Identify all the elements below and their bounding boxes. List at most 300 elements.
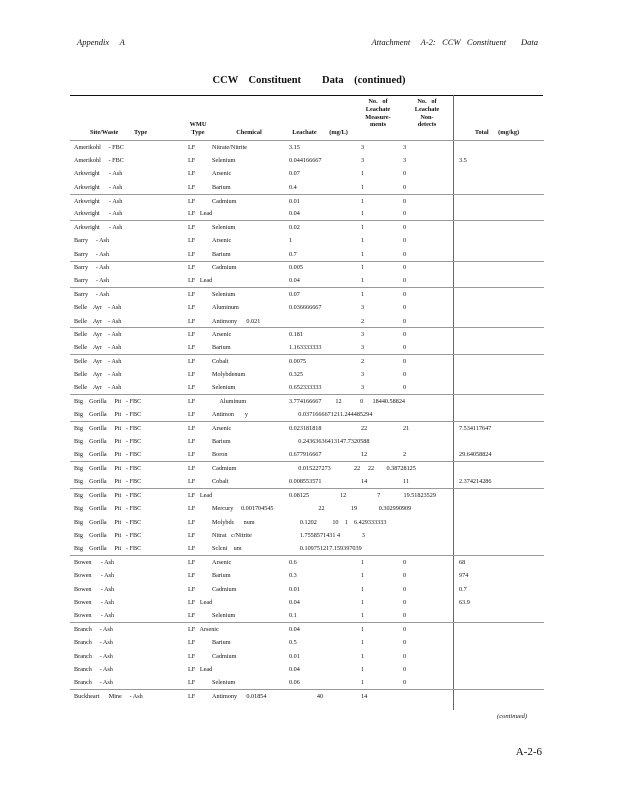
site-cell: Big Gorilla Pit - FBC xyxy=(70,489,185,502)
site-cell: Arkwright - Ash xyxy=(74,170,123,178)
table-row xyxy=(70,234,544,247)
measurements-cell: 1 xyxy=(361,170,365,178)
measurements-cell: 1 xyxy=(348,221,398,234)
leachate-cell: 0.1202 10 1 6.429333333 xyxy=(289,518,387,526)
table-row xyxy=(70,636,544,649)
leachate-cell: 3.774166667 12 0 18440.58824 xyxy=(282,395,348,408)
table-row xyxy=(70,274,544,287)
nondetects-cell: 0 xyxy=(403,639,407,647)
site-cell: Barry - Ash xyxy=(70,288,185,301)
running-header-right: Attachment A-2: CCW Constituent Data xyxy=(371,37,538,47)
table-row xyxy=(70,489,544,502)
leachate-cell: 0.3 xyxy=(289,572,297,580)
chemical-cell: Aluminum xyxy=(209,395,282,408)
chemical-cell: Antimony 0.021 xyxy=(212,317,261,325)
leachate-cell: 0.005 xyxy=(282,261,348,274)
table-row xyxy=(70,248,544,261)
site-cell: Branch - Ash xyxy=(74,639,113,647)
site-cell: Big Gorilla Pit - FBC xyxy=(70,422,185,435)
measurements-cell: 1 xyxy=(361,250,365,258)
nondetects-cell: 0 xyxy=(398,288,453,301)
site-cell: Arkwright - Ash xyxy=(70,221,185,234)
total-cell: 974 xyxy=(459,572,469,580)
column-header-chemical: Chemical xyxy=(236,129,262,136)
wmu-type-cell: LF xyxy=(185,328,209,341)
total-cell: 3.5 xyxy=(459,157,467,165)
measurements-cell: 1 xyxy=(361,612,365,620)
leachate-cell: 0.181 xyxy=(282,328,348,341)
nondetects-cell: 0 xyxy=(403,344,407,352)
table-row xyxy=(70,261,544,274)
total-cell xyxy=(453,221,544,234)
measurements-cell: 14 xyxy=(361,478,368,486)
wmu-type-cell: LF xyxy=(185,556,209,569)
site-cell: Big Gorilla Pit - FBC xyxy=(74,451,142,459)
total-cell: 0.7 xyxy=(459,585,467,593)
wmu-type-cell: LF xyxy=(185,422,209,435)
table-row xyxy=(70,288,544,301)
wmu-type-cell: LF xyxy=(185,221,209,234)
table-row xyxy=(70,328,544,341)
nondetects-cell xyxy=(398,529,453,542)
column-header-measurements: No. of Leachate Measure- ments xyxy=(365,98,391,129)
measurements-cell: 1 xyxy=(361,665,365,673)
chemical-cell: Cadmium xyxy=(212,585,237,593)
measurements-cell: 1 xyxy=(348,194,398,207)
total-cell xyxy=(453,623,544,636)
site-cell: Big Gorilla Pit - FBC xyxy=(74,478,142,486)
measurements-cell: 3 xyxy=(361,157,365,165)
chemical-cell: Aluminum xyxy=(212,304,239,312)
site-cell: Barry - Ash xyxy=(74,250,110,258)
total-cell xyxy=(453,301,544,314)
wmu-type-cell: LF Arsenic xyxy=(185,623,209,636)
measurements-cell: 1 xyxy=(361,585,365,593)
nondetects-cell xyxy=(398,515,453,528)
table-row xyxy=(70,663,544,676)
chemical-cell: Selenium xyxy=(209,288,282,301)
nondetects-cell: 0 xyxy=(398,556,453,569)
chemical-cell: Cadmium xyxy=(212,652,237,660)
table-row xyxy=(70,502,544,515)
column-header-site: Site/Waste Type xyxy=(90,129,148,136)
chemical-cell: Barium xyxy=(212,438,231,446)
measurements-cell: 1 xyxy=(348,556,398,569)
chemical-cell xyxy=(209,663,282,676)
nondetects-cell xyxy=(398,690,453,703)
measurements-cell: 1 xyxy=(361,572,365,580)
leachate-cell: 0.5 xyxy=(289,639,297,647)
site-cell: Bowen - Ash xyxy=(74,585,115,593)
site-cell: Barry - Ash xyxy=(70,261,185,274)
wmu-type-cell: LF xyxy=(185,690,209,703)
wmu-type-cell: LF Lead xyxy=(188,598,213,606)
site-cell: Arkwright - Ash xyxy=(74,210,123,218)
wmu-type-cell: LF Lead xyxy=(185,489,209,502)
nondetects-cell: 0 xyxy=(403,237,407,245)
leachate-cell: 0.015227273 22 22 0.38728125 xyxy=(282,462,348,475)
table-row xyxy=(70,623,544,636)
continued-note: (continued) xyxy=(497,713,527,720)
running-header-left: Appendix A xyxy=(77,37,125,47)
table-row xyxy=(70,542,544,555)
leachate-cell: 0.0075 xyxy=(282,355,348,368)
wmu-type-cell: LF Lead xyxy=(188,665,213,673)
total-cell xyxy=(453,341,544,354)
nondetects-cell: 2 xyxy=(403,451,407,459)
nondetects-cell: 0 xyxy=(398,194,453,207)
chemical-cell: Arsenic xyxy=(212,237,232,245)
table-row xyxy=(70,475,544,488)
site-cell: Belle Ayr - Ash xyxy=(74,344,122,352)
measurements-cell: 2 xyxy=(348,355,398,368)
total-cell xyxy=(453,207,544,220)
leachate-cell: 0.0371666671211.244485294 xyxy=(289,411,373,419)
nondetects-cell: 21 xyxy=(398,422,453,435)
measurements-cell: 3 xyxy=(361,304,365,312)
total-cell xyxy=(453,609,544,622)
total-cell xyxy=(453,636,544,649)
wmu-type-cell: LF xyxy=(188,532,196,540)
table-row xyxy=(70,596,544,609)
measurements-cell: 3 xyxy=(361,384,365,392)
leachate-cell: 0.7 xyxy=(289,250,297,258)
site-cell: Big Gorilla Pit - FBC xyxy=(70,462,185,475)
chemical-cell: Cobalt xyxy=(209,355,282,368)
chemical-cell: Arsenic xyxy=(209,328,282,341)
chemical-cell: Sclcni um xyxy=(212,545,242,553)
nondetects-cell: 0 xyxy=(403,384,407,392)
chemical-cell: Cadmium xyxy=(209,462,282,475)
leachate-cell: 22 19 0.302990909 xyxy=(289,505,412,513)
wmu-type-cell: LF xyxy=(188,572,196,580)
nondetects-cell: 0 xyxy=(403,304,407,312)
leachate-cell: 0.08125 12 7 19.51823529 xyxy=(282,489,348,502)
nondetects-cell: 0 xyxy=(403,598,407,606)
chemical-cell: Selenium xyxy=(212,679,236,687)
wmu-type-cell: LF xyxy=(188,545,196,553)
measurements-cell: 1 xyxy=(348,288,398,301)
nondetects-cell: 0 xyxy=(403,277,407,285)
total-cell xyxy=(453,435,544,448)
table-row xyxy=(70,448,544,461)
page-title: CCW Constituent Data (continued) xyxy=(212,75,406,86)
leachate-cell xyxy=(282,315,348,328)
chemical-cell xyxy=(209,623,282,636)
nondetects-cell: 3 xyxy=(398,141,453,154)
leachate-cell: 0.023181818 xyxy=(282,422,348,435)
chemical-cell: Selenium xyxy=(212,157,236,165)
table-row xyxy=(70,676,544,689)
site-cell: Barry - Ash xyxy=(74,277,110,285)
total-cell xyxy=(453,167,544,180)
chemical-cell: Nitrat c/Nitrite xyxy=(212,532,252,540)
chemical-cell: Barium xyxy=(212,572,231,580)
site-cell: Amerikohl - FBC xyxy=(70,141,185,154)
nondetects-cell: 3 xyxy=(403,157,407,165)
chemical-cell: Cadmium xyxy=(209,194,282,207)
chemical-cell: Arsenic xyxy=(212,170,232,178)
measurements-cell: 1 xyxy=(348,623,398,636)
site-cell: Big Gorilla Pit - FBC xyxy=(74,411,142,419)
wmu-type-cell: LF xyxy=(185,288,209,301)
wmu-type-cell: LF xyxy=(188,157,196,165)
leachate-cell: 0.01 xyxy=(289,652,300,660)
table-row xyxy=(70,569,544,582)
leachate-cell: 0.652333333 xyxy=(289,384,322,392)
leachate-cell: 0.008553571 xyxy=(289,478,322,486)
chemical-cell: Antimon y xyxy=(212,411,248,419)
table-row xyxy=(70,315,544,328)
chemical-cell: Selenium xyxy=(209,221,282,234)
constituent-table xyxy=(70,140,544,703)
site-cell: Belle Ayr - Ash xyxy=(70,328,185,341)
wmu-type-cell: LF xyxy=(188,371,196,379)
total-cell: 7.534117647 xyxy=(453,422,544,435)
table-row xyxy=(70,529,544,542)
table-row xyxy=(70,341,544,354)
leachate-cell: 0.07 xyxy=(282,288,348,301)
wmu-type-cell: LF xyxy=(188,612,196,620)
chemical-cell: Arsenic xyxy=(209,422,282,435)
page-number: A-2-6 xyxy=(515,746,542,758)
site-cell: Bowen - Ash xyxy=(74,612,115,620)
measurements-cell: 3 xyxy=(361,344,365,352)
nondetects-cell xyxy=(398,542,453,555)
total-cell xyxy=(453,194,544,207)
measurements-cell: 1 xyxy=(361,277,365,285)
nondetects-cell: 0 xyxy=(403,183,407,191)
chemical-cell: Selenium xyxy=(212,384,236,392)
table-row xyxy=(70,462,544,475)
total-cell xyxy=(453,676,544,689)
nondetects-cell: 0 xyxy=(398,328,453,341)
table-row xyxy=(70,690,544,703)
site-cell: Arkwright - Ash xyxy=(70,194,185,207)
measurements-cell: 2 xyxy=(361,317,365,325)
total-cell xyxy=(453,248,544,261)
nondetects-cell: 0 xyxy=(398,355,453,368)
site-cell: Branch - Ash xyxy=(70,623,185,636)
wmu-type-cell: LF xyxy=(188,438,196,446)
chemical-cell: Cadmium xyxy=(209,261,282,274)
nondetects-cell: 0 xyxy=(403,371,407,379)
leachate-cell: 1.163333333 xyxy=(289,344,322,352)
total-cell: 68 xyxy=(453,556,544,569)
nondetects-cell: 0 xyxy=(403,652,407,660)
chemical-cell: Barium xyxy=(212,183,231,191)
total-cell: 29.64058824 xyxy=(459,451,492,459)
table-row xyxy=(70,556,544,569)
column-header-total: Total (mg/kg) xyxy=(474,129,520,136)
nondetects-cell: 0 xyxy=(398,261,453,274)
nondetects-cell: 0 xyxy=(403,250,407,258)
site-cell: Buckheart Mine - Ash xyxy=(70,690,185,703)
leachate-cell: 40 xyxy=(282,690,348,703)
measurements-cell: 1 xyxy=(361,598,365,606)
table-row xyxy=(70,221,544,234)
chemical-cell xyxy=(209,489,282,502)
wmu-type-cell: LF xyxy=(188,183,196,191)
wmu-type-cell: LF xyxy=(188,344,196,352)
total-cell: 63.9 xyxy=(459,598,470,606)
wmu-type-cell: LF xyxy=(188,518,196,526)
wmu-type-cell: LF xyxy=(188,250,196,258)
total-cell xyxy=(453,288,544,301)
wmu-type-cell: LF Lead xyxy=(188,277,213,285)
measurements-cell: 1 xyxy=(348,261,398,274)
table-row xyxy=(70,355,544,368)
total-cell xyxy=(453,515,544,528)
total-cell xyxy=(453,274,544,287)
leachate-cell: 0.325 xyxy=(289,371,303,379)
leachate-cell: 0.07 xyxy=(289,170,300,178)
total-cell xyxy=(453,462,544,475)
table-row xyxy=(70,649,544,662)
nondetects-cell: 0 xyxy=(403,572,407,580)
total-cell xyxy=(453,181,544,194)
leachate-cell: 0.6 xyxy=(282,556,348,569)
nondetects-cell: 0 xyxy=(403,317,407,325)
wmu-type-cell: LF xyxy=(188,451,196,459)
nondetects-cell xyxy=(398,395,453,408)
total-cell xyxy=(453,408,544,421)
chemical-cell: Barium xyxy=(212,250,231,258)
table-row xyxy=(70,194,544,207)
nondetects-cell: 0 xyxy=(398,221,453,234)
measurements-cell: 12 xyxy=(361,451,368,459)
total-cell xyxy=(453,315,544,328)
site-cell: Branch - Ash xyxy=(74,652,113,660)
chemical-cell: Barium xyxy=(212,344,231,352)
column-header-nondetects: No. of Leachate Non- detects xyxy=(414,98,440,129)
total-cell xyxy=(453,542,544,555)
site-cell: Big Gorilla Pit - FBC xyxy=(74,532,142,540)
chemical-cell: Mercury 0.001704545 xyxy=(212,505,274,513)
leachate-cell: 0.1 xyxy=(289,612,297,620)
site-cell: Belle Ayr - Ash xyxy=(74,317,122,325)
leachate-cell: 0.04 xyxy=(282,623,348,636)
leachate-cell: 0.04 xyxy=(289,277,300,285)
leachate-cell: 1.7558571431 4 3 xyxy=(289,532,365,540)
wmu-type-cell: LF xyxy=(188,652,196,660)
site-cell: Branch - Ash xyxy=(74,665,113,673)
table-row xyxy=(70,141,544,154)
wmu-type-cell: LF xyxy=(185,261,209,274)
nondetects-cell xyxy=(398,435,453,448)
site-cell: Belle Ayr - Ash xyxy=(70,355,185,368)
measurements-cell: 22 xyxy=(348,422,398,435)
nondetects-cell: 0 xyxy=(403,679,407,687)
site-cell: Big Gorilla Pit - FBC xyxy=(74,518,142,526)
table-row xyxy=(70,515,544,528)
leachate-cell: 0.04 xyxy=(289,665,300,673)
site-cell: Amerikohl - FBC xyxy=(74,157,124,165)
site-cell: Branch - Ash xyxy=(74,679,113,687)
wmu-type-cell: LF xyxy=(188,170,196,178)
wmu-type-cell: LF xyxy=(185,462,209,475)
chemical-cell: Antimony 0.01854 xyxy=(209,690,282,703)
wmu-type-cell: LF xyxy=(188,585,196,593)
nondetects-cell: 0 xyxy=(403,585,407,593)
wmu-type-cell: LF xyxy=(188,639,196,647)
leachate-cell: 3.15 xyxy=(282,141,348,154)
leachate-cell: 0.04 xyxy=(289,210,300,218)
chemical-cell: Barium xyxy=(212,639,231,647)
measurements-cell: 1 xyxy=(361,210,365,218)
site-cell: Bowen - Ash xyxy=(70,556,185,569)
site-cell: Arkwright - Ash xyxy=(74,183,123,191)
site-cell: Big Gorilla Pit - FBC xyxy=(70,395,185,408)
leachate-cell: 0.109751217.159397039 xyxy=(289,545,362,553)
wmu-type-cell: LF xyxy=(188,317,196,325)
site-cell: Belle Ayr - Ash xyxy=(74,384,122,392)
wmu-type-cell: LF xyxy=(188,411,196,419)
table-top-rule xyxy=(70,95,543,96)
site-cell: Big Gorilla Pit - FBC xyxy=(74,505,142,513)
measurements-cell: 1 xyxy=(361,639,365,647)
wmu-type-cell: LF xyxy=(185,194,209,207)
site-cell: Bowen - Ash xyxy=(74,598,115,606)
chemical-cell: Nitrate/Nitrite xyxy=(209,141,282,154)
nondetects-cell: 0 xyxy=(403,210,407,218)
table-row xyxy=(70,408,544,421)
site-cell: Big Gorilla Pit - FBC xyxy=(74,438,142,446)
table-row xyxy=(70,207,544,220)
leachate-cell: 0.04 xyxy=(289,598,300,606)
table-row xyxy=(70,582,544,595)
table-row xyxy=(70,382,544,395)
total-cell xyxy=(453,328,544,341)
table-row xyxy=(70,435,544,448)
chemical-cell xyxy=(209,207,282,220)
measurements-cell: 14 xyxy=(348,690,398,703)
table-row xyxy=(70,181,544,194)
site-cell: Barry - Ash xyxy=(74,237,110,245)
wmu-type-cell: LF xyxy=(188,679,196,687)
table-row xyxy=(70,154,544,167)
measurements-cell: 1 xyxy=(361,237,365,245)
leachate-cell: 0.4 xyxy=(289,183,297,191)
leachate-cell: 0.01 xyxy=(289,585,300,593)
measurements-cell: 1 xyxy=(361,652,365,660)
measurements-cell: 3 xyxy=(361,371,365,379)
leachate-cell: 0.24363636413147.7320588 xyxy=(289,438,370,446)
table-row xyxy=(70,301,544,314)
chemical-cell: Boron xyxy=(212,451,228,459)
measurements-cell: 3 xyxy=(348,141,398,154)
table-row xyxy=(70,395,544,408)
total-cell xyxy=(453,649,544,662)
table-row xyxy=(70,167,544,180)
total-cell xyxy=(453,368,544,381)
total-cell xyxy=(453,529,544,542)
wmu-type-cell: LF xyxy=(188,505,196,513)
wmu-type-cell: LF xyxy=(188,304,196,312)
chemical-cell xyxy=(209,274,282,287)
leachate-cell: 1 xyxy=(289,237,293,245)
nondetects-cell: 0 xyxy=(403,170,407,178)
table-row xyxy=(70,609,544,622)
wmu-type-cell: LF xyxy=(185,141,209,154)
chemical-cell: Cobalt xyxy=(212,478,229,486)
wmu-type-cell: LF xyxy=(188,478,196,486)
table-row xyxy=(70,368,544,381)
total-cell xyxy=(453,663,544,676)
leachate-cell: 0.02 xyxy=(282,221,348,234)
nondetects-cell: 0 xyxy=(398,623,453,636)
chemical-cell xyxy=(209,596,282,609)
